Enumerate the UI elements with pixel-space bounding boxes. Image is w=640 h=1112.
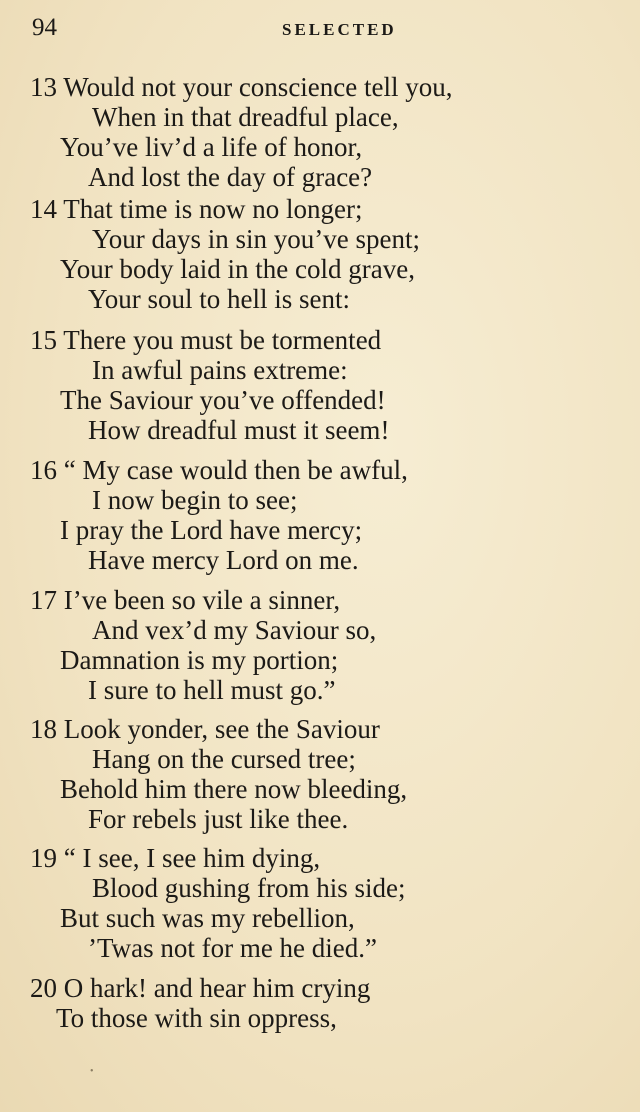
verse-line: And lost the day of grace? [88, 162, 373, 192]
verse-line: But such was my rebellion, [60, 903, 355, 933]
footer-mark: • [90, 1066, 94, 1077]
verse-line: 18 Look yonder, see the Saviour [30, 714, 380, 744]
verse-line: Your body laid in the cold grave, [60, 254, 415, 284]
verse-line: In awful pains extreme: [92, 355, 348, 385]
verse-line: Behold him there now bleeding, [60, 774, 408, 804]
verse-line: 17 I’ve been so vile a sinner, [30, 585, 341, 615]
verse-line: I pray the Lord have mercy; [60, 515, 363, 545]
verse-line: The Saviour you’ve offended! [60, 385, 386, 415]
verse-line: ’Twas not for me he died.” [88, 933, 378, 963]
verse-line: To those with sin oppress, [56, 1003, 337, 1033]
verse-line: I now begin to see; [92, 485, 298, 515]
verse-line: You’ve liv’d a life of honor, [60, 132, 363, 162]
verse-line: 19 “ I see, I see him dying, [30, 843, 321, 873]
verse-line: 16 “ My case would then be awful, [30, 455, 408, 485]
verse-line: Your soul to hell is sent: [88, 284, 351, 314]
verse-line: Hang on the cursed tree; [92, 744, 356, 774]
verse-line: And vex’d my Saviour so, [92, 615, 377, 645]
verse-line: Have mercy Lord on me. [88, 545, 359, 575]
verse-line: 13 Would not your conscience tell you, [30, 72, 453, 102]
verse-line: How dreadful must it seem! [88, 415, 390, 445]
verse-line: For rebels just like thee. [88, 804, 349, 834]
verse-line: Blood gushing from his side; [92, 873, 406, 903]
verse-line: When in that dreadful place, [92, 102, 399, 132]
page-header [0, 14, 640, 48]
verse-line: Damnation is my portion; [60, 645, 339, 675]
verse-line: 15 There you must be tormented [30, 325, 382, 355]
verse-line: Your days in sin you’ve spent; [92, 224, 421, 254]
page-number: 94 [32, 14, 57, 41]
running-head: SELECTED [282, 20, 397, 39]
verse-line: I sure to hell must go.” [88, 675, 336, 705]
verse-line: 14 That time is now no longer; [30, 194, 363, 224]
verse-line: 20 O hark! and hear him crying [30, 973, 371, 1003]
